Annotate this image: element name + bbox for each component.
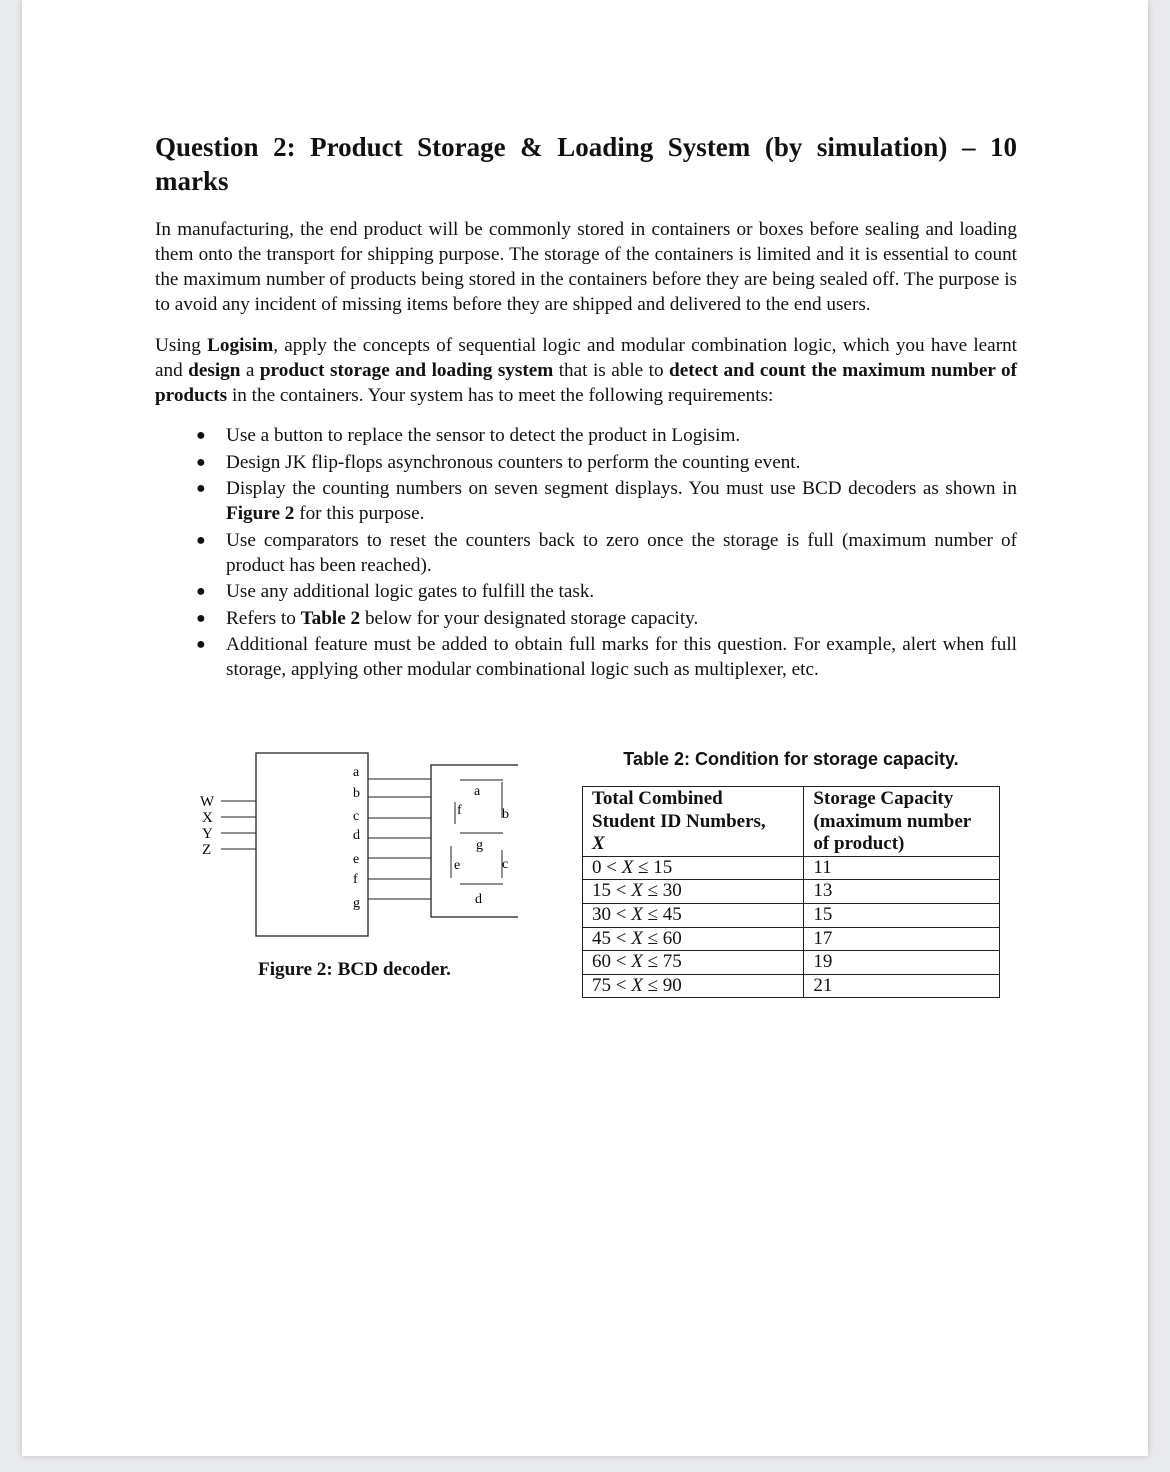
list-item	[196, 579, 1017, 604]
range-high: 15	[653, 856, 673, 878]
table-row	[583, 903, 1000, 927]
range-op: <	[615, 974, 627, 996]
task-text: a	[240, 360, 260, 381]
decoder-box	[256, 753, 368, 936]
range-low: 45	[592, 927, 611, 949]
question-content	[155, 130, 1017, 684]
list-item	[196, 528, 1017, 578]
task-bold-system: product storage and loading system	[259, 360, 554, 381]
range-var: X	[621, 856, 634, 878]
range-low: 15	[592, 880, 611, 902]
range-low: 30	[592, 903, 611, 925]
range-var: X	[631, 974, 643, 996]
bullet: ●	[196, 531, 206, 549]
question-title-line1: Question 2: Product Storage & Loading System (by simulation) – 10	[155, 132, 1017, 162]
output-label-g: g	[353, 896, 360, 911]
table-row	[583, 927, 1000, 951]
segment-label-e: e	[454, 858, 461, 873]
requirement-text: Refers to	[226, 607, 301, 629]
table-row	[583, 951, 1000, 975]
header-capacity	[804, 787, 1000, 857]
range-op: ≤	[647, 903, 659, 925]
range-high: 90	[662, 974, 682, 996]
table-row	[583, 974, 1000, 998]
range-var: X	[631, 951, 643, 973]
header-text: Student ID Numbers,	[592, 810, 766, 832]
list-item	[196, 632, 1017, 682]
task-bold-detect: detect and count the maximum number of products	[155, 360, 1017, 406]
range-op: ≤	[638, 856, 649, 878]
bullet: ●	[196, 609, 206, 627]
output-label-a: a	[353, 765, 360, 780]
range-op: ≤	[647, 951, 659, 973]
range-var: X	[631, 927, 643, 949]
question-title-line2: marks	[155, 166, 229, 196]
capacity-cell: 15	[804, 903, 1000, 927]
segment-label-g: g	[476, 838, 483, 853]
range-cell	[583, 903, 804, 927]
task-text: , apply the concepts of sequential logic and modular combination logic, which you have learnt and	[155, 335, 1018, 381]
header-text: Storage Capacity	[813, 788, 954, 809]
range-high: 30	[662, 880, 682, 902]
input-label-x: X	[202, 810, 213, 826]
input-label-z: Z	[202, 842, 212, 858]
header-text: (maximum number	[813, 810, 972, 832]
bcd-decoder-figure	[198, 750, 518, 990]
header-variable: X	[592, 833, 605, 855]
range-cell	[583, 856, 804, 880]
table-row	[583, 880, 1000, 904]
range-var: X	[631, 903, 643, 925]
bullet: ●	[196, 636, 206, 653]
header-text: of product)	[813, 833, 905, 855]
output-label-e: e	[353, 852, 360, 867]
list-item	[196, 606, 1017, 631]
bcd-decoder-diagram	[198, 750, 518, 950]
requirement-text: Use any additional logic gates to fulfill the task.	[226, 581, 595, 602]
range-op: ≤	[647, 974, 659, 996]
range-cell	[583, 974, 804, 998]
requirement-text: Use comparators to reset the counters back to zero once the storage is full (maximum number of product has been reached).	[226, 529, 1017, 576]
capacity-cell: 19	[804, 951, 1000, 975]
range-op: ≤	[647, 880, 659, 902]
range-cell	[583, 880, 804, 904]
range-op: ≤	[647, 927, 659, 949]
task-text: that is able to	[553, 360, 670, 381]
table-header-row	[583, 787, 1000, 857]
range-high: 60	[662, 927, 682, 949]
task-text: Using	[155, 335, 208, 356]
bullet: ●	[196, 480, 206, 497]
table-row	[583, 856, 1000, 880]
requirement-text: Additional feature must be added to obtain full marks for this question. For example, alert when full storage, applying other modular combinational logic such as multiplexer, etc.	[226, 634, 1017, 680]
list-item	[196, 476, 1017, 526]
range-op: <	[606, 856, 617, 878]
question-title	[155, 130, 1017, 198]
output-label-c: c	[353, 809, 360, 824]
task-paragraph	[155, 333, 1017, 408]
requirement-bold: Figure 2	[226, 503, 295, 524]
requirement-text: below for your designated storage capacity.	[360, 607, 699, 629]
segment-label-f: f	[457, 803, 462, 818]
task-bold-design: design	[188, 360, 241, 381]
range-cell	[583, 951, 804, 975]
input-label-w: W	[200, 794, 215, 810]
range-high: 45	[662, 903, 682, 925]
list-item	[196, 450, 1017, 475]
requirement-text: Display the counting numbers on seven segment displays. You must use BCD decoders as shown in	[226, 478, 1017, 499]
storage-capacity-table	[582, 786, 1000, 998]
header-student-id	[583, 787, 804, 857]
requirements-list	[155, 423, 1017, 682]
output-label-f: f	[353, 872, 358, 887]
input-label-y: Y	[202, 826, 213, 842]
output-label-d: d	[353, 828, 360, 843]
segment-label-c: c	[502, 857, 509, 872]
intro-paragraph: In manufacturing, the end product will be commonly stored in containers or boxes before sealing and loading them onto the transport for shipping purpose. The storage of the containers is limited and it is essential to count the maximum number of products being stored in the containers before they are being sealed off. The purpose is to avoid any incident of missing items before they are shipped and delivered to the end users.	[155, 219, 1017, 315]
capacity-cell: 17	[804, 927, 1000, 951]
range-low: 75	[592, 974, 611, 996]
document-page	[22, 0, 1148, 1456]
requirement-bold: Table 2	[300, 607, 361, 629]
requirement-text: Design JK flip-flops asynchronous counters to perform the counting event.	[226, 451, 801, 473]
range-var: X	[631, 880, 643, 902]
segment-label-b: b	[502, 807, 509, 822]
bullet: ●	[196, 427, 206, 444]
range-op: <	[615, 927, 627, 949]
figure-caption: Figure 2: BCD decoder.	[258, 959, 451, 980]
range-op: <	[615, 951, 627, 973]
bullet: ●	[196, 583, 206, 600]
table-title: Table 2: Condition for storage capacity.	[623, 749, 959, 769]
range-op: <	[615, 880, 627, 902]
requirement-text: for this purpose.	[294, 503, 425, 524]
bullet: ●	[196, 453, 206, 471]
requirement-text: Use a button to replace the sensor to detect the product in Logisim.	[226, 425, 741, 446]
range-cell	[583, 927, 804, 951]
range-op: <	[615, 903, 627, 925]
range-low: 60	[592, 951, 611, 973]
task-text: in the containers. Your system has to meet the following requirements:	[227, 385, 774, 406]
capacity-cell: 21	[804, 974, 1000, 998]
output-label-b: b	[353, 786, 360, 801]
task-bold-logisim: Logisim	[207, 335, 274, 356]
list-item	[196, 423, 1017, 448]
capacity-cell: 13	[804, 880, 1000, 904]
segment-label-d: d	[475, 892, 482, 907]
range-low: 0	[592, 856, 602, 878]
capacity-cell: 11	[804, 856, 1000, 880]
segment-label-a: a	[474, 784, 481, 799]
header-text: Total Combined	[592, 788, 723, 809]
range-high: 75	[662, 951, 682, 973]
